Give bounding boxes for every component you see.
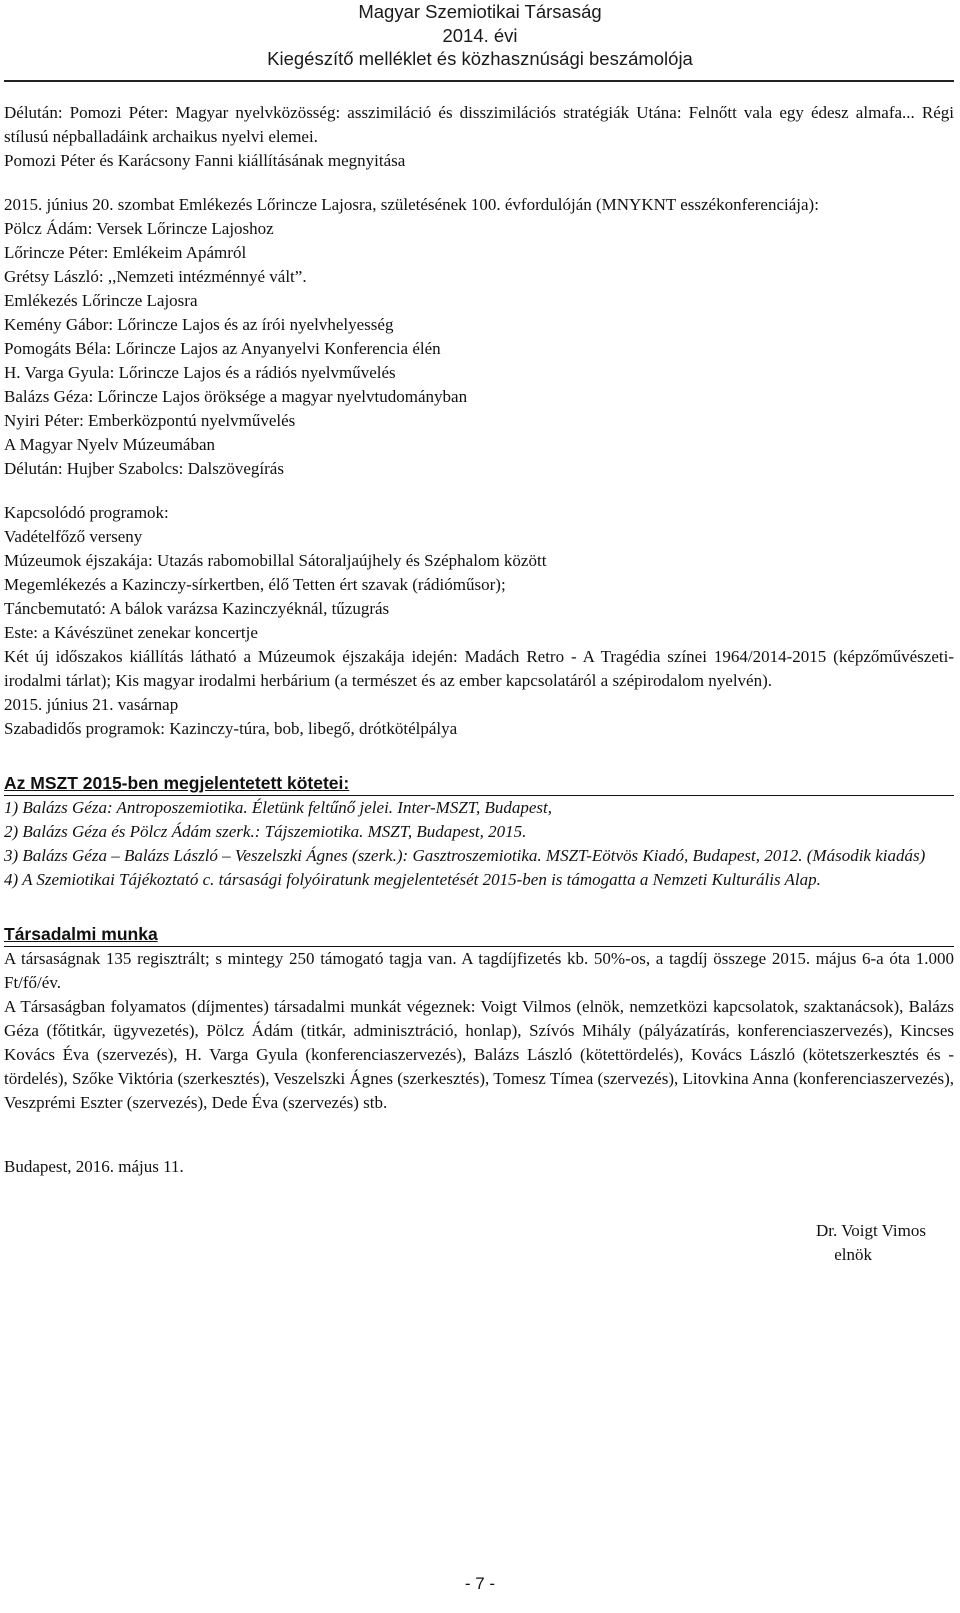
june20-item: Délután: Hujber Szabolcs: Dalszövegírás	[4, 459, 284, 478]
header-report-title: Kiegészítő melléklet és közhasznúsági beszámolója	[267, 48, 693, 69]
june20-item: H. Varga Gyula: Lőrincze Lajos és a rádiós nyelvművelés	[4, 363, 396, 382]
june20-item: Balázs Géza: Lőrincze Lajos öröksége a magyar nyelvtudományban	[4, 387, 468, 406]
signer-name: Dr. Voigt Vimos	[816, 1221, 926, 1240]
june20-item: Lőrincze Péter: Emlékeim Apámról	[4, 243, 247, 262]
social-work-title: Társadalmi munka	[4, 924, 158, 944]
related-program-item: Táncbemutató: A bálok varázsa Kazinczyéknál, tűzugrás	[4, 599, 390, 618]
place-and-date: Budapest, 2016. május 11.	[4, 1157, 184, 1176]
leisure-programs: Szabadidős programok: Kazinczy-túra, bob, libegő, drótkötélpálya	[4, 719, 458, 738]
header-year: 2014. évi	[442, 24, 518, 46]
intro-exhibition-line: Pomozi Péter és Karácsony Fanni kiállításának megnyitása	[4, 151, 406, 170]
header-divider	[4, 80, 954, 82]
june20-item: Emlékezés Lőrincze Lajosra	[4, 291, 198, 310]
publication-item: 1) Balázs Géza: Antroposzemiotika. Életünk feltűnő jelei. Inter-MSZT, Budapest,	[4, 798, 552, 817]
june21-heading: 2015. június 21. vasárnap	[4, 695, 179, 714]
page-header	[0, 0, 960, 86]
page-number: - 7 -	[464, 1574, 496, 1593]
signer-role: elnök	[834, 1245, 872, 1264]
related-programs-heading: Kapcsolódó programok:	[4, 503, 169, 522]
publication-item: 3) Balázs Géza – Balázs László – Veszelszki Ágnes (szerk.): Gasztroszemiotika. MSZT-Eötvös Kiadó, Budapest, 2012. (Második kiadás)	[4, 846, 926, 865]
june20-heading: 2015. június 20. szombat Emlékezés Lőrincze Lajosra, születésének 100. évfordulóján (MNYKNT esszékonferenciája):	[4, 195, 819, 214]
membership-paragraph: A társaságnak 135 regisztrált; s mintegy 250 támogató tagja van. A tagdíjfizetés kb. 50%-os, a tagdíj összege 2015. május 6-a óta 1.000 Ft/fő/év.	[4, 949, 954, 992]
june20-item: Nyiri Péter: Emberközpontú nyelvművelés	[4, 411, 296, 430]
volunteers-paragraph: A Társaságban folyamatos (díjmentes) társadalmi munkát végeznek: Voigt Vilmos (elnök, nemzetközi kapcsolatok, szaktanácsok), Balázs Géza (főtitkár, ügyvezetés), Pölcz Ádám (titkár, adminisztráció, honlap), Szívós Mihály (pályázatírás, konferenciaszervezés), Kincses Kovács Éva (szervezés), H. Varga Gyula (konferenciaszervezés), Balázs László (kötettördelés), Kovács László (kötetszerkesztés és -tördelés), Szőke Viktória (szerkesztés), Veszelszki Ágnes (szerkesztés), Tomesz Tímea (szervezés), Litovkina Anna (konferenciaszervezés), Veszprémi Eszter (szervezés), Dede Éva (szervezés) stb.	[4, 997, 954, 1112]
related-program-item: Megemlékezés a Kazinczy-sírkertben, élő Tetten ért szavak (rádióműsor);	[4, 575, 506, 594]
document-body	[4, 101, 954, 1267]
related-program-item: Múzeumok éjszakája: Utazás rabomobillal Sátoraljaújhely és Széphalom között	[4, 551, 547, 570]
signature-block	[4, 1219, 954, 1267]
june20-item: Pomogáts Béla: Lőrincze Lajos az Anyanyelvi Konferencia élén	[4, 339, 441, 358]
publication-item: 2) Balázs Géza és Pölcz Ádám szerk.: Tájszemiotika. MSZT, Budapest, 2015.	[4, 822, 527, 841]
june20-item: Kemény Gábor: Lőrincze Lajos és az írói nyelvhelyesség	[4, 315, 394, 334]
june20-item: A Magyar Nyelv Múzeumában	[4, 435, 216, 454]
related-program-item: Vadételfőző verseny	[4, 527, 143, 546]
june20-item: Pölcz Ádám: Versek Lőrincze Lajoshoz	[4, 219, 274, 238]
exhibitions-paragraph: Két új időszakos kiállítás látható a Múzeumok éjszakája idején: Madách Retro - A Tragédia színei 1964/2014-2015 (képzőművészeti-irodalmi tárlat); Kis magyar irodalmi herbárium (a természet és az ember kapcsolatáról a szépirodalom nyelvén).	[4, 647, 954, 690]
header-org-name: Magyar Szemiotikai Társaság	[358, 1, 602, 22]
publication-item: 4) A Szemiotikai Tájékoztató c. társasági folyóiratunk megjelentetését 2015-ben is támogatta a Nemzeti Kulturális Alap.	[4, 870, 821, 889]
june20-item: Grétsy László: ,,Nemzeti intézménnyé vált”.	[4, 267, 307, 286]
publications-title: Az MSZT 2015-ben megjelentetett kötetei:	[4, 773, 350, 793]
intro-paragraph: Délután: Pomozi Péter: Magyar nyelvközösség: asszimiláció és disszimilációs stratégiák Utána: Felnőtt vala egy édesz almafa... Régi stílusú népballadáink archaikus nyelvi elemei.	[4, 103, 954, 146]
related-program-item: Este: a Kávészünet zenekar koncertje	[4, 623, 258, 642]
